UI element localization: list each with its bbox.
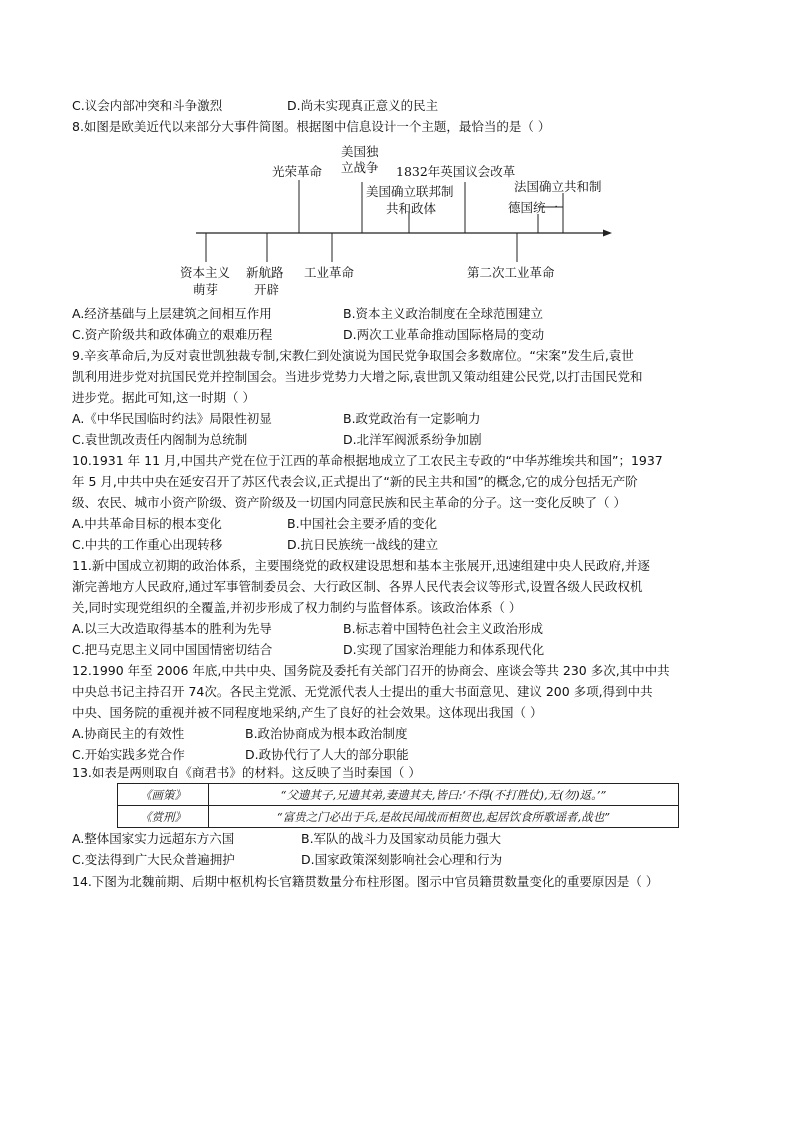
label-second-industrial-revolution: 第二次工业革命 — [467, 265, 555, 280]
label-german-unification: 德国统一 — [508, 200, 559, 215]
q12-option-a: A.协商民主的有效性 — [72, 726, 185, 741]
label-1832-reform: 1832年英国议会改革 — [396, 164, 516, 179]
q9-stem-line3: 进步党。据此可知,这一时期（ ） — [72, 390, 255, 405]
label-us-independence-2: 立战争 — [341, 160, 379, 175]
label-us-federal-2: 共和政体 — [386, 201, 437, 216]
label-industrial-revolution: 工业革命 — [304, 265, 355, 280]
table-cell-source: 《画策》 — [118, 784, 209, 806]
label-capitalism-sprout-1: 资本主义 — [180, 265, 231, 280]
q11-option-d: D.实现了国家治理能力和体系现代化 — [343, 642, 545, 657]
table-cell-quote: “富贵之门必出于兵,是故民闻战而相贺也,起居饮食所歌谣者,战也” — [209, 806, 679, 828]
table-cell-source: 《赏刑》 — [118, 806, 209, 828]
q11-stem-line2: 渐完善地方人民政府,通过军事管制委员会、大行政区制、各界人民代表会议等形式,设置各级人民政权机 — [72, 579, 643, 594]
q12-option-b: B.政治协商成为根本政治制度 — [245, 726, 408, 741]
q9-stem-line2: 凯利用进步党对抗国民党并控制国会。当进步党势力大增之际,袁世凯又策动组建公民党,以打击国民党和 — [72, 369, 643, 384]
q13-option-b: B.军队的战斗力及国家动员能力强大 — [301, 831, 502, 846]
q8-option-a: A.经济基础与上层建筑之间相互作用 — [72, 306, 272, 321]
q13-option-a: A.整体国家实力远超东方六国 — [72, 831, 235, 846]
q11-stem-line1: 11.新中国成立初期的政治体系，主要围绕党的政权建设思想和基本主张展开,迅速组建中央人民政府,并逐 — [72, 558, 650, 573]
label-us-independence-1: 美国独 — [341, 144, 379, 159]
q11-option-b: B.标志着中国特色社会主义政治形成 — [343, 621, 544, 636]
q13-source-table — [117, 783, 679, 828]
q10-stem-line2: 年 5 月,中共中央在延安召开了苏区代表会议,正式提出了“新的民主共和国”的概念,它的成分包括无产阶 — [72, 474, 638, 489]
q9-option-a: A.《中华民国临时约法》局限性初显 — [72, 411, 272, 426]
timeline-arrowhead — [603, 230, 612, 237]
q9-option-c: C.袁世凯改责任内阁制为总统制 — [72, 432, 248, 447]
q11-stem-line3: 关,同时实现党组织的全覆盖,并初步形成了权力制约与监督体系。该政治体系（ ） — [72, 600, 522, 615]
table-cell-quote: “父遗其子,兄遗其弟,妻遗其夫,皆曰:‘不得(不打胜仗),无(勿)返。’” — [209, 784, 679, 806]
label-us-federal-1: 美国确立联邦制 — [366, 184, 454, 199]
label-france-republic: 法国确立共和制 — [514, 179, 602, 194]
q8-stem: 8.如图是欧美近代以来部分大事件简图。根据图中信息设计一个主题，最恰当的是（ ） — [72, 119, 551, 134]
table-row — [118, 806, 679, 828]
q13-stem: 13.如表是两则取自《商君书》的材料。这反映了当时秦国（ ） — [72, 765, 421, 780]
q10-option-a: A.中共革命目标的根本变化 — [72, 516, 222, 531]
q10-stem-line1: 10.1931 年 11 月,中国共产党在位于江西的革命根据地成立了工农民主专政的“中华苏维埃共和国”；1937 — [72, 453, 663, 468]
q11-option-c: C.把马克思主义同中国国情密切结合 — [72, 642, 273, 657]
label-new-routes-2: 开辟 — [254, 282, 280, 297]
label-capitalism-sprout-2: 萌芽 — [193, 282, 219, 297]
q12-stem-line3: 中央、国务院的重视并被不同程度地采纳,产生了良好的社会效果。这体现出我国（ ） — [72, 705, 543, 720]
q14-stem: 14.下图为北魏前期、后期中枢机构长官籍贯数量分布柱形图。图示中官员籍贯数量变化的重要原因是（ ） — [72, 874, 659, 889]
q9-option-d: D.北洋军阀派系纷争加剧 — [343, 432, 482, 447]
q7-option-c: C.议会内部冲突和斗争激烈 — [72, 98, 223, 113]
q13-option-d: D.国家政策深刻影响社会心理和行为 — [301, 852, 503, 867]
table-row — [118, 784, 679, 806]
q12-option-c: C.开始实践多党合作 — [72, 747, 185, 762]
q8-timeline-diagram — [0, 0, 794, 310]
label-new-routes-1: 新航路 — [246, 265, 284, 280]
q11-option-a: A.以三大改造取得基本的胜利为先导 — [72, 621, 272, 636]
q9-stem-line1: 9.辛亥革命后,为反对袁世凯独裁专制,宋教仁到处演说为国民党争取国会多数席位。“宋案”发生后,袁世 — [72, 348, 634, 363]
q8-option-c: C.资产阶级共和政体确立的艰难历程 — [72, 327, 273, 342]
q10-option-c: C.中共的工作重心出现转移 — [72, 537, 223, 552]
q8-option-d: D.两次工业革命推动国际格局的变动 — [343, 327, 545, 342]
q10-option-d: D.抗日民族统一战线的建立 — [287, 537, 439, 552]
q10-option-b: B.中国社会主要矛盾的变化 — [287, 516, 438, 531]
q8-option-b: B.资本主义政治制度在全球范围建立 — [343, 306, 544, 321]
q12-stem-line2: 中央总书记主持召开 74次。各民主党派、无党派代表人士提出的重大书面意见、建议 200 多项,得到中共 — [72, 684, 653, 699]
label-glorious-revolution: 光荣革命 — [272, 164, 323, 179]
q9-option-b: B.政党政治有一定影响力 — [343, 411, 481, 426]
q7-option-d: D.尚未实现真正意义的民主 — [287, 98, 439, 113]
q12-stem-line1: 12.1990 年至 2006 年底,中共中央、国务院及委托有关部门召开的协商会、座谈会等共 230 多次,其中中共 — [72, 663, 670, 678]
q10-stem-line3: 级、农民、城市小资产阶级、资产阶级及一切国内同意民族和民主革命的分子。这一变化反映了（ ） — [72, 495, 626, 510]
q13-option-c: C.变法得到广大民众普遍拥护 — [72, 852, 235, 867]
q12-option-d: D.政协代行了人大的部分职能 — [245, 747, 409, 762]
